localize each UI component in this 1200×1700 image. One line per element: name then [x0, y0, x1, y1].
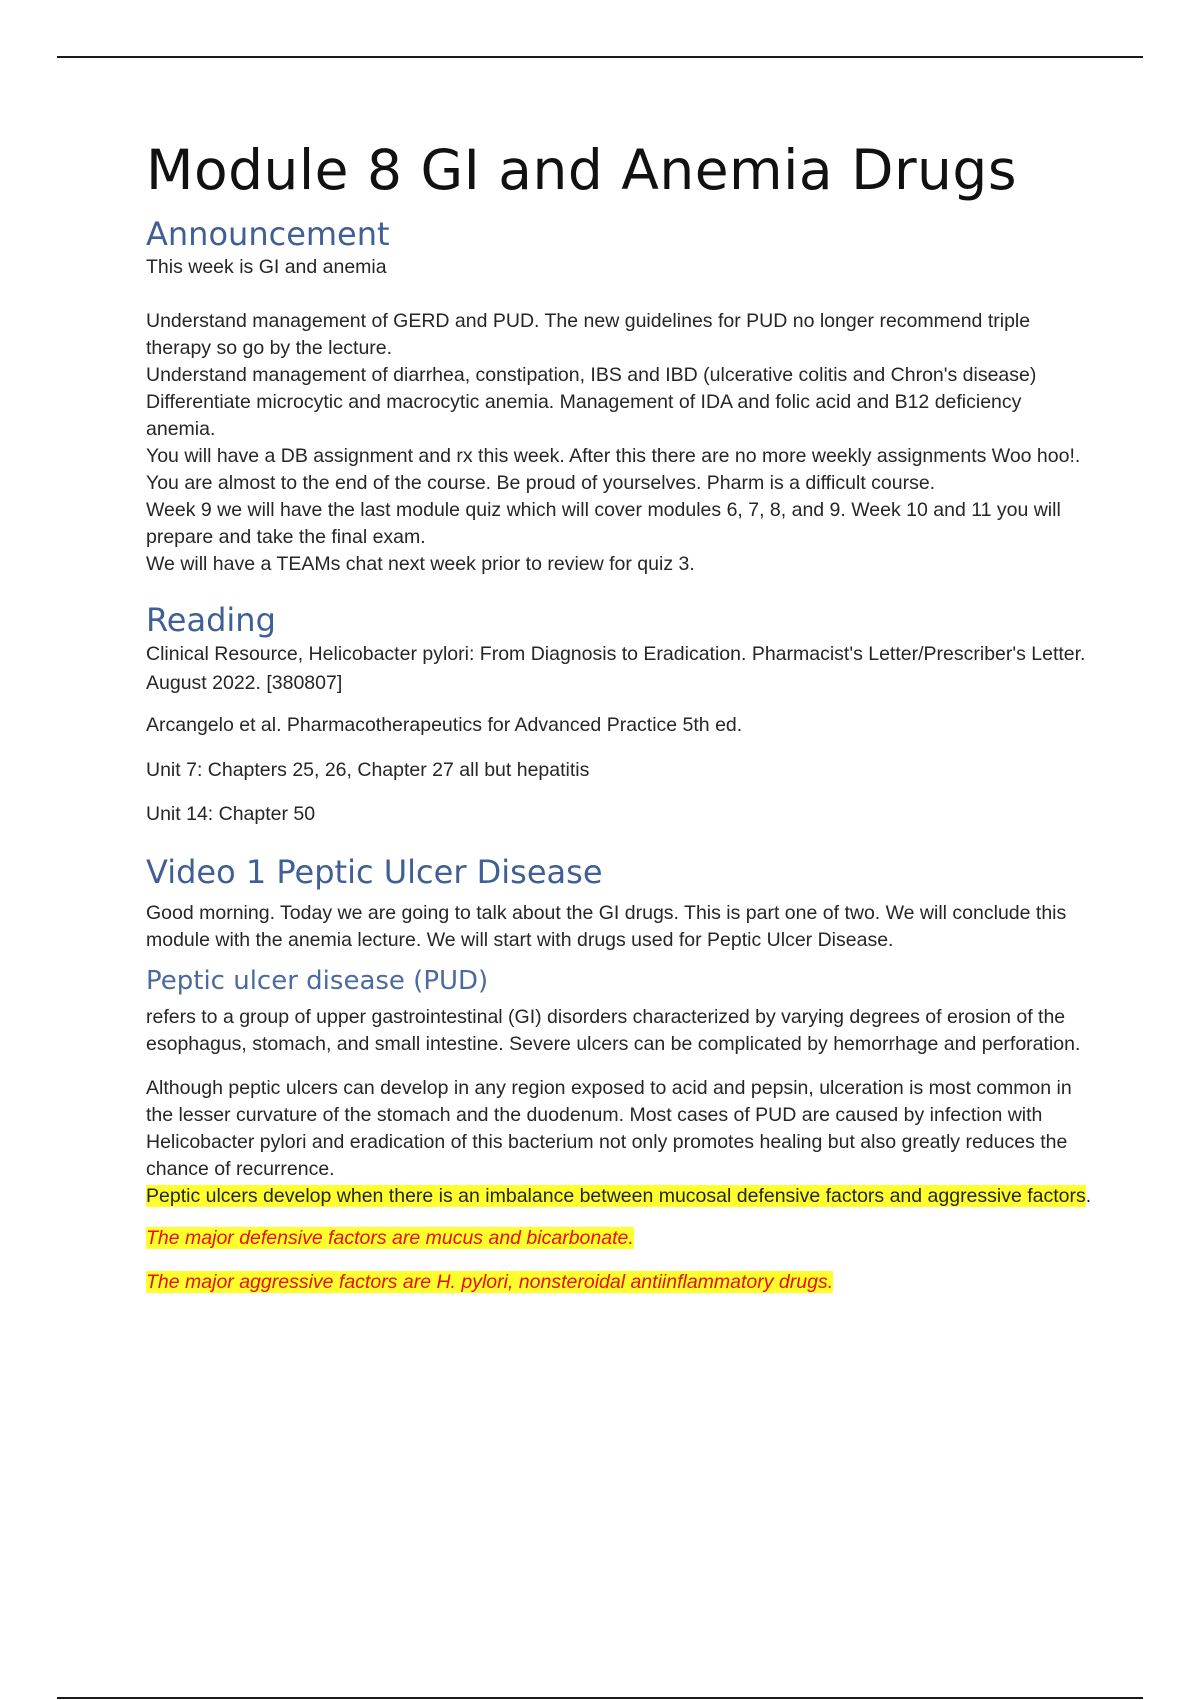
announcement-line: We will have a TEAMs chat next week prior to review for quiz 3. — [146, 553, 695, 575]
pud-highlight-text: Peptic ulcers develop when there is an imbalance between mucosal defensive factors and aggressive factors — [146, 1185, 1086, 1207]
announcement-heading: Announcement — [146, 215, 390, 253]
announcement-intro: This week is GI and anemia — [146, 256, 387, 278]
reading-item: Arcangelo et al. Pharmacotherapeutics for Advanced Practice 5th ed. — [146, 714, 743, 736]
pud-highlight-end: . — [1085, 1185, 1092, 1207]
pud-highlight-paragraph — [146, 1183, 1096, 1210]
top-rule — [57, 56, 1143, 58]
pud-paragraph-2: Although peptic ulcers can develop in any region exposed to acid and pepsin, ulceration is most common in the lesser curvature of the stomach and the duodenum. Most cases of PUD are caused by infection with Helicobacter pylori and eradication of this bacterium not only promotes healing but also greatly reduces the chance of recurrence. — [146, 1077, 1072, 1180]
pud-paragraph-1: refers to a group of upper gastrointestinal (GI) disorders characterized by varying degrees of erosion of the esophagus, stomach, and small intestine. Severe ulcers can be complicated by hemorrhage and perforation. — [146, 1006, 1081, 1055]
reading-item: Clinical Resource, Helicobacter pylori: From Diagnosis to Eradication. Pharmacist's Letter/Prescriber's Letter. August 2022. [380807] — [146, 643, 1086, 694]
defensive-factors-paragraph — [146, 1225, 1096, 1252]
pud-heading: Peptic ulcer disease (PUD) — [146, 966, 489, 996]
announcement-line: Understand management of diarrhea, constipation, IBS and IBD (ulcerative colitis and Chron's disease) — [146, 364, 1037, 386]
aggressive-factors-paragraph — [146, 1269, 1096, 1296]
reading-item: Unit 14: Chapter 50 — [146, 803, 316, 825]
video1-heading: Video 1 Peptic Ulcer Disease — [146, 853, 603, 891]
document-body — [146, 138, 1096, 1296]
document-title: Module 8 GI and Anemia Drugs — [146, 138, 1017, 202]
reading-heading: Reading — [146, 601, 276, 639]
defensive-factors-text: The major defensive factors are mucus and bicarbonate. — [146, 1227, 634, 1249]
video1-intro: Good morning. Today we are going to talk about the GI drugs. This is part one of two. We will conclude this module with the anemia lecture. We will start with drugs used for Peptic Ulcer Disease. — [146, 902, 1067, 951]
announcement-line: Week 9 we will have the last module quiz which will cover modules 6, 7, 8, and 9. Week 10 and 11 you will prepare and take the final exam. — [146, 499, 1061, 548]
announcement-line: You will have a DB assignment and rx this week. After this there are no more weekly assignments Woo hoo!. You are almost to the end of the course. Be proud of yourselves. Pharm is a difficult course. — [146, 445, 1081, 494]
bottom-rule — [57, 1697, 1143, 1699]
announcement-line: Differentiate microcytic and macrocytic anemia. Management of IDA and folic acid and B12 deficiency anemia. — [146, 391, 1022, 440]
announcement-line: Understand management of GERD and PUD. The new guidelines for PUD no longer recommend triple therapy so go by the lecture. — [146, 310, 1031, 359]
aggressive-factors-text: The major aggressive factors are H. pylori, nonsteroidal antiinflammatory drugs. — [146, 1271, 834, 1293]
reading-item: Unit 7: Chapters 25, 26, Chapter 27 all but hepatitis — [146, 759, 590, 781]
announcement-lines — [146, 308, 1096, 578]
